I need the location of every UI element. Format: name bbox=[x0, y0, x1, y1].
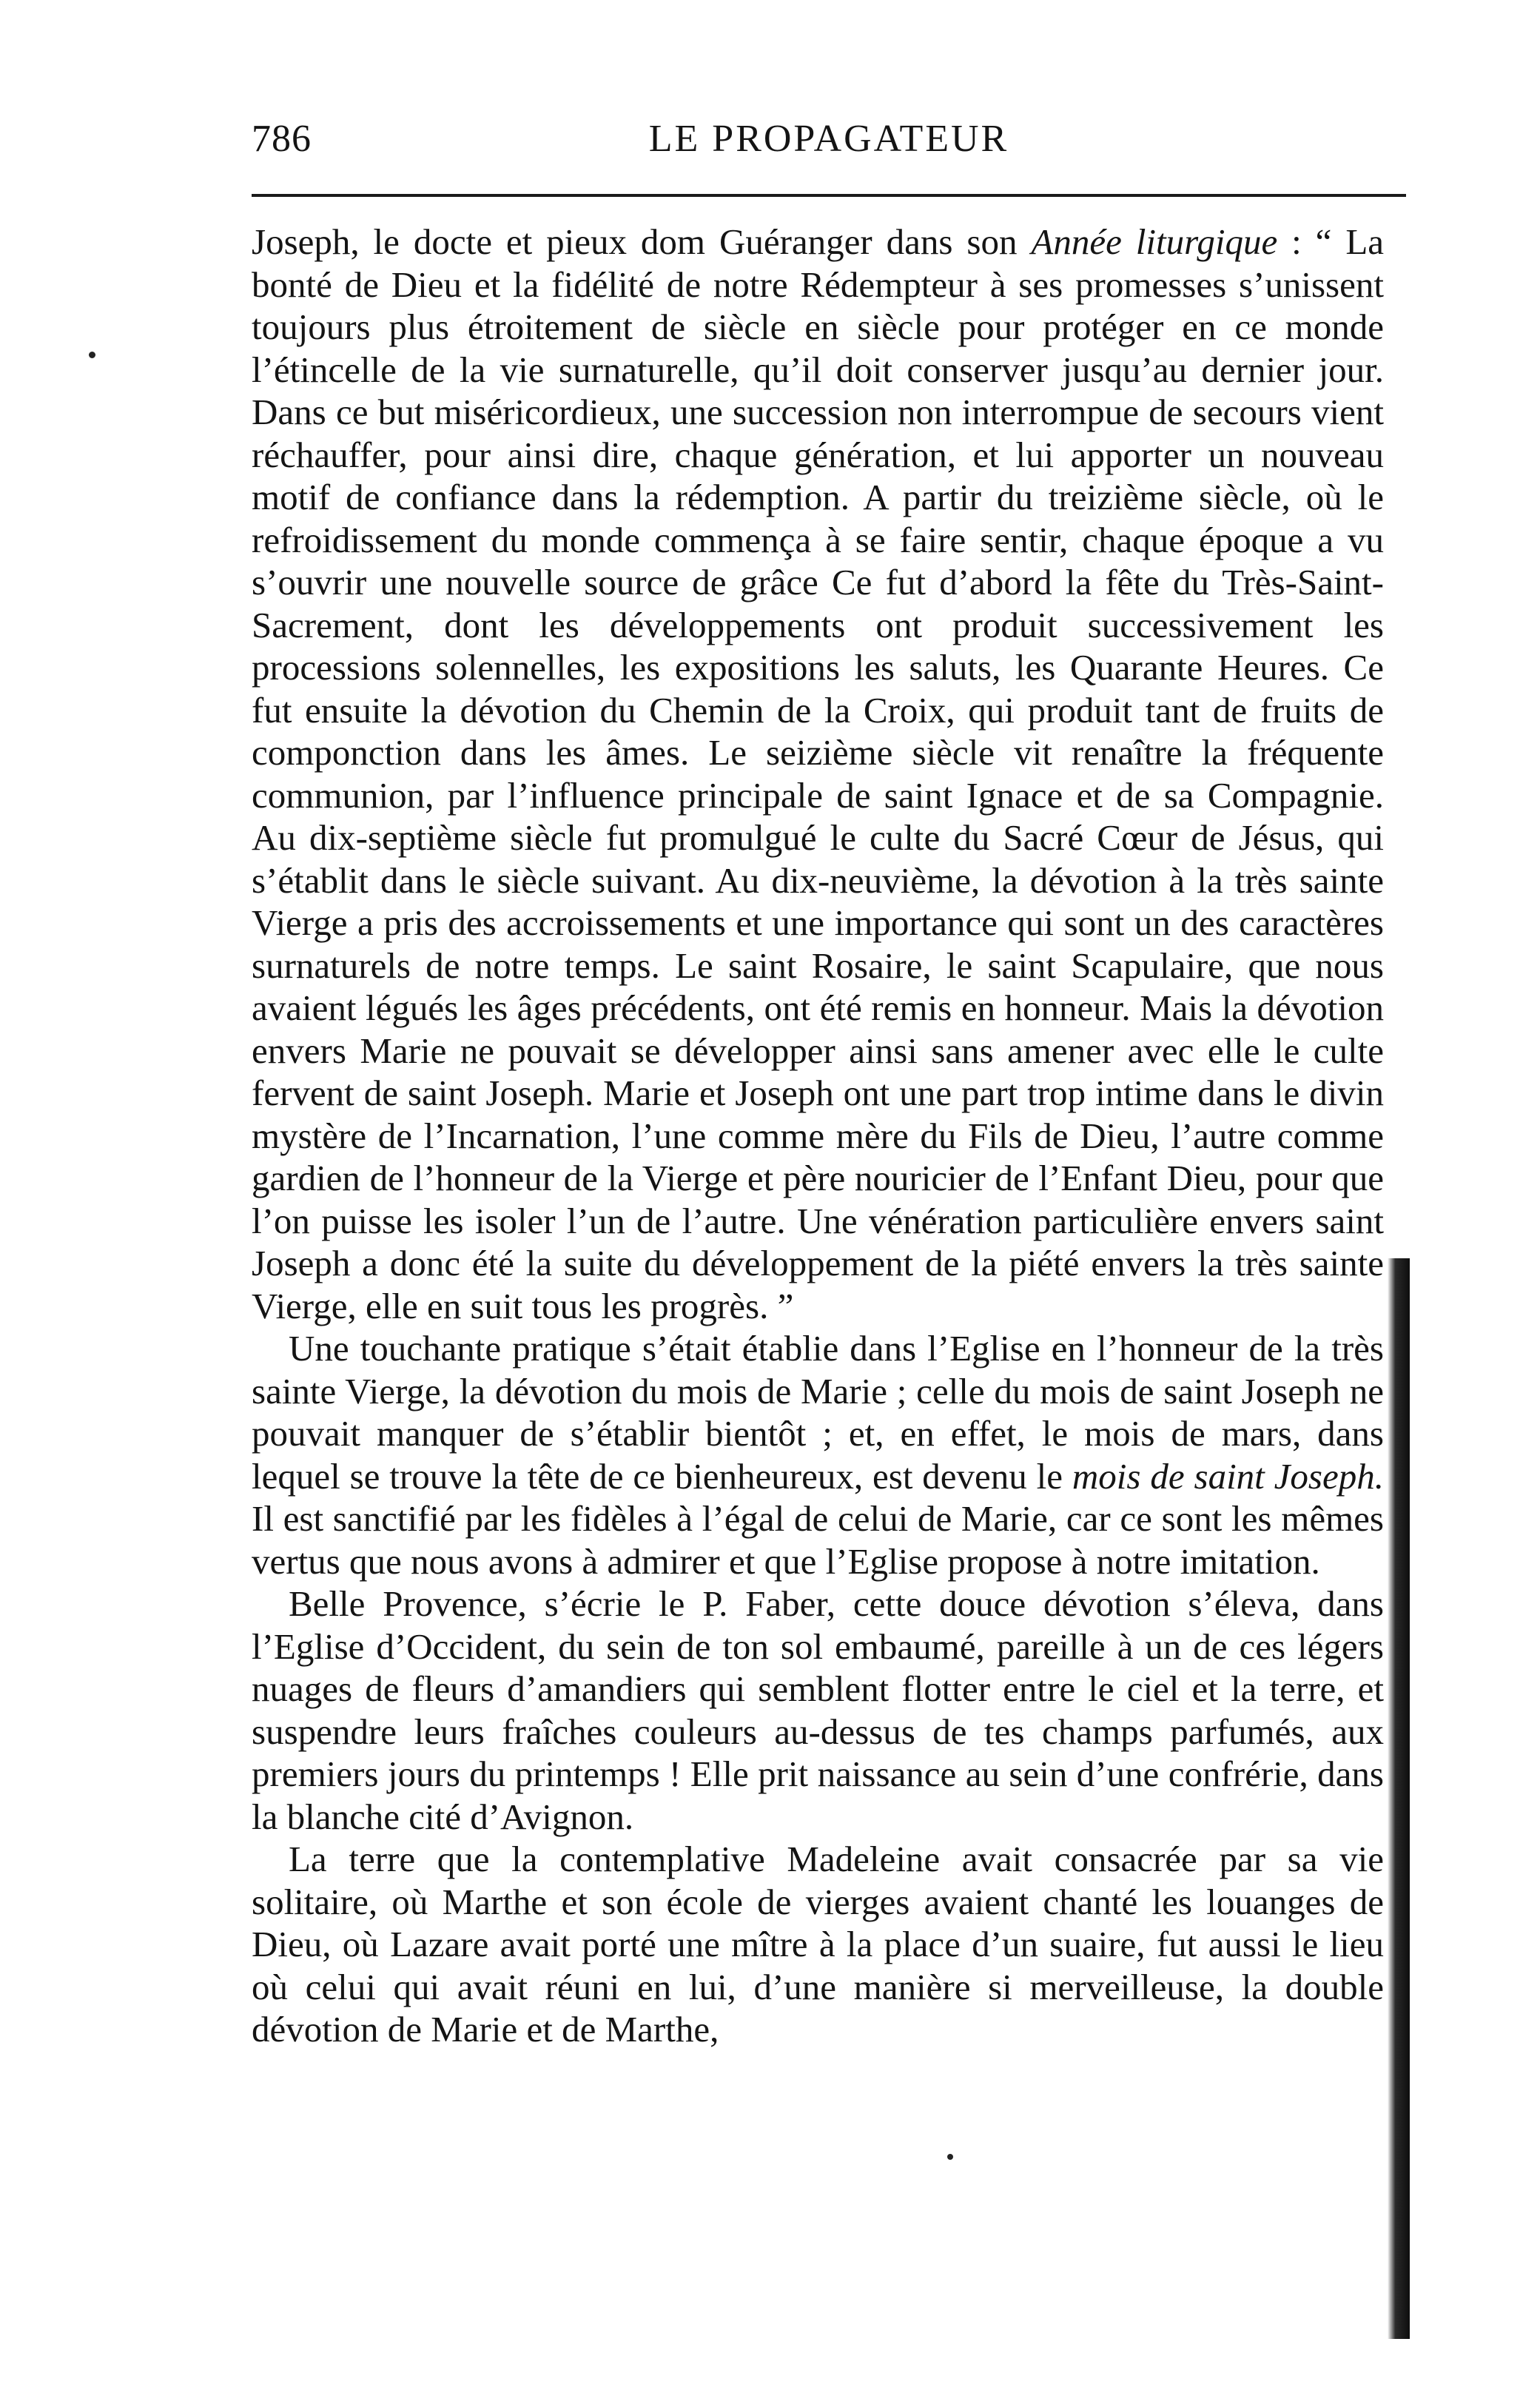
print-speck bbox=[947, 2154, 953, 2160]
paragraph-4 bbox=[252, 1838, 1384, 2051]
page-number: 786 bbox=[252, 118, 312, 160]
header-rule bbox=[252, 194, 1406, 197]
running-title: LE PROPAGATEUR bbox=[648, 118, 1009, 160]
paragraph-1 bbox=[252, 221, 1384, 1327]
paragraph-2-part-2: Il est sanctifié par les fidèles à l’égal de celui de Marie, car ce sont les mêmes vertus que nous avons à admirer et que l’Eglise propose à notre imitation. bbox=[252, 1498, 1384, 1582]
title-annee-liturgique: Année liturgique bbox=[1031, 221, 1278, 262]
scan-edge-shadow bbox=[1388, 1258, 1410, 2339]
paragraph-3 bbox=[252, 1582, 1384, 1838]
page-header bbox=[252, 111, 1406, 170]
paragraph-1-part-1: Joseph, le docte et pieux dom Guéranger dans son bbox=[252, 221, 1032, 262]
paragraph-3-text: Belle Provence, s’écrie le P. Faber, cette douce dévotion s’éleva, dans l’Eglise d’Occident, du sein de ton sol embaumé, pareille à un de ces légers nuages de fleurs d’amandiers qui semblent flotter entre le ciel et la terre, et suspendre leurs fraîches couleurs au-dessus de tes champs parfumés, aux premiers jours du printemps ! Elle prit naissance au sein d’une confrérie, dans la blanche cité d’Avignon. bbox=[252, 1583, 1384, 1837]
paragraph-2 bbox=[252, 1327, 1384, 1582]
body-text bbox=[252, 221, 1384, 2051]
margin-speck bbox=[89, 352, 95, 358]
title-mois-de-saint-joseph: mois de saint Joseph. bbox=[1072, 1455, 1384, 1497]
paragraph-2-part-1: Une touchante pratique s’était établie dans l’Eglise en l’honneur de la très sainte Vierge, la dévotion du mois de Marie ; celle du mois de saint Joseph ne pouvait manquer de s’établir bientôt ; et, en effet, le mois de mars, dans lequel se trouve la tête de ce bienheureux, est devenu le bbox=[252, 1328, 1384, 1497]
paragraph-4-text: La terre que la contemplative Madeleine avait consacrée par sa vie solitaire, où Marthe et son école de vierges avaient chanté les louanges de Dieu, où Lazare avait porté une mître à la place d’un suaire, fut aussi le lieu où celui qui avait réuni en lui, d’une manière si merveilleuse, la double dévotion de Marie et de Marthe, bbox=[252, 1839, 1384, 2050]
paragraph-1-part-2: : “ La bonté de Dieu et la fidélité de notre Rédempteur à ses promesses s’unissent toujours plus étroitement de siècle en siècle pour protéger en ce monde l’étincelle de la vie surnaturelle, qu’il doit conserver jusqu’au dernier jour. Dans ce but miséricordieux, une succession non interrompue de secours vient réchauffer, pour ainsi dire, chaque génération, et lui apporter un nouveau motif de confiance dans la rédemption. A partir du treizième siècle, où le refroidissement du monde commença à se faire sentir, chaque époque a vu s’ouvrir une nouvelle source de grâce Ce fut d’abord la fête du Très-Saint-Sacrement, dont les développements ont produit successivement les processions solennelles, les expositions les saluts, les Quarante Heures. Ce fut ensuite la dévotion du Chemin de la Croix, qui produit tant de fruits de componction dans les âmes. Le seizième siècle vit renaître la fréquente communion, par l’influence principale de saint Ignace et de sa Compagnie. Au dix-septième siècle fut promulgué le culte du Sacré Cœur de Jésus, qui s’établit dans le siècle suivant. Au dix-neuvième, la dévotion à la très sainte Vierge a pris des accroissements et une importance qui sont un des caractères surnaturels de notre temps. Le saint Rosaire, le saint Scapulaire, que nous avaient légués les âges précédents, ont été remis en honneur. Mais la dévotion envers Marie ne pouvait se développer ainsi sans amener avec elle le culte fervent de saint Joseph. Marie et Joseph ont une part trop intime dans le divin mystère de l’Incarnation, l’une comme mère du Fils de Dieu, l’autre comme gardien de l’honneur de la Vierge et père nouricier de l’Enfant Dieu, pour que l’on puisse les isoler l’un de l’autre. Une vénération particulière envers saint Joseph a donc été la suite du développement de la piété envers la très sainte Vierge, elle en suit tous les progrès. ” bbox=[252, 221, 1385, 1326]
book-page bbox=[252, 111, 1406, 2258]
